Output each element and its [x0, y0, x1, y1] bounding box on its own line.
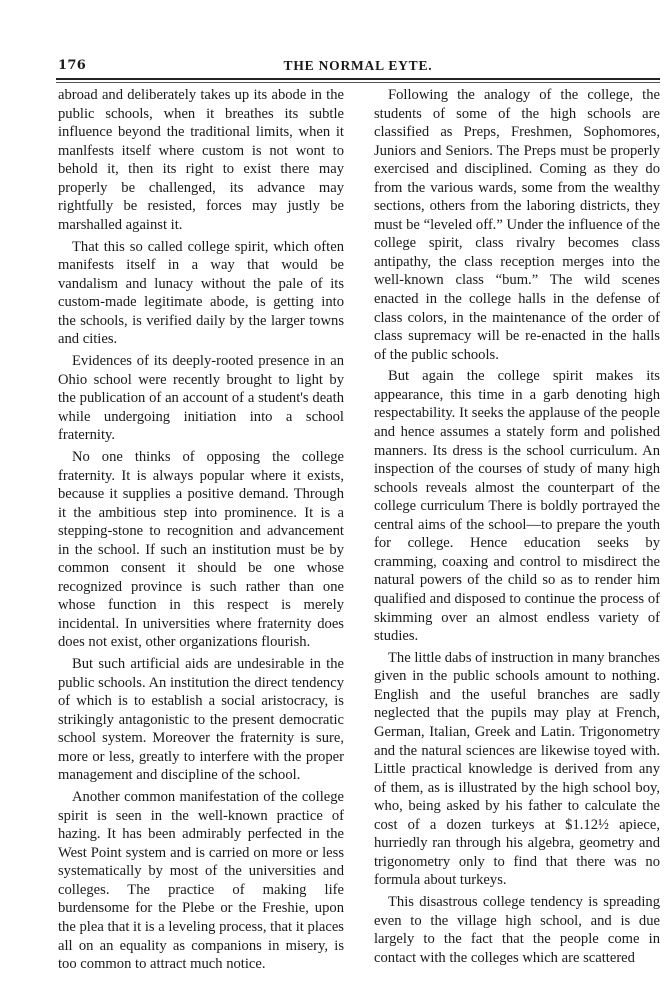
- header-rule-thin: [56, 82, 660, 83]
- paragraph: But again the college spirit makes its appearance, this time in a garb denoting high respectability. It seeks the applause of the people and hence assumes a stately form and polished manners. Its dress is the school curriculum. An inspection of the courses of study of many high schools reveals almost the counterpart of the college curriculum There is boldly portrayed the central aims of the school—to prepare the youth for college. Hence education seeks by cramming, coaxing and control to misdirect the natural powers of the child so as to render him qualified and disposed to continue the process of skimming over an almost endless variety of studies.: [374, 368, 660, 645]
- paragraph: abroad and deliberately takes up its abode in the public schools, when it breathes its subtle influence beyond the traditional limits, when it manlfests itself where custom is not wont to behold it, then its right to exist there may properly be challenged, its advance may rightfully be resisted, forces may justly be marshalled against it.: [58, 87, 344, 233]
- paragraph: The little dabs of instruction in many branches given in the public schools amount to nothing. English and the useful branches are sadly neglected that the pupils may play at French, German, Italian, Greek and Latin. Trigonometry and the natural sciences are likewise toyed with. Little practical knowledge is derived from any of them, as is illustrated by the high school boy, who, being asked by his father to calculate the cost of a dozen turkeys at $1.12½ apiece, hurriedly ran through his algebra, geometry and trigonometry only to find that there was no formula about turkeys.: [374, 649, 660, 889]
- right-column: [374, 86, 660, 970]
- paragraph: Another common manifestation of the college spirit is seen in the well-known practice of hazing. It has been admirably perfected in the West Point system and is carried on more or less systematically by most of the universities and colleges. The practice of making life burdensome for the Plebe or the Freshie, upon the plea that it is a leveling process, that it places all on an equality as companions in misery, is too common to attract much notice.: [58, 789, 344, 973]
- page-number: 176: [58, 58, 87, 73]
- paragraph: This disastrous college tendency is spreading even to the village high school, and is due largely to the fact that the people come in contact with the colleges which are scattered: [374, 894, 660, 966]
- paragraph: That this so called college spirit, which often manifests itself in a way that would be vandalism and lunacy without the pale of its custom-made legitimate abode, is getting into the schools, is verified daily by the larger towns and cities.: [58, 238, 344, 348]
- paragraph: Following the analogy of the college, the students of some of the high schools are classified as Preps, Freshmen, Sophomores, Juniors and Seniors. The Preps must be properly exercised and disciplined. Coming as they do from the various wards, some from the wealthy sections, others from the laboring districts, they must be “leveled off.” Under the influence of the college spirit, class rivalry becomes class antipathy, the class reception merges into the well-known class “bum.” The wild scenes enacted in the college halls in the defense of class colors, in the maintenance of the order of class supremacy will be re-enacted in the halls of the public schools.: [374, 87, 660, 363]
- running-title: THE NORMAL EYTE.: [283, 58, 433, 73]
- paragraph: Evidences of its deeply-rooted presence in an Ohio school were recently brought to light by the publication of an account of a student's death while undergoing initiation into a school fraternity.: [58, 353, 344, 444]
- page-header: [58, 58, 658, 78]
- paragraph: But such artificial aids are undesirable in the public schools. An institution the direct tendency of which is to establish a social aristocracy, is strikingly antagonistic to the present democratic school system. Moreover the fraternity is sure, more or less, greatly to interfere with the proper management and discipline of the school.: [58, 656, 344, 784]
- header-rule-thick: [56, 78, 660, 80]
- paragraph: No one thinks of opposing the college fraternity. It is always popular where it exists, because it supplies a positive demand. Through it the ambitious step into prominence. It is a stepping-stone to recognition and advancement in the school. If such an institution must be by common consent it should be one whose recognized province is such rather than one whose function in this respect is merely incidental. In universities where fraternity does does not exist, other organizations flourish.: [58, 448, 344, 651]
- left-column: [58, 86, 344, 977]
